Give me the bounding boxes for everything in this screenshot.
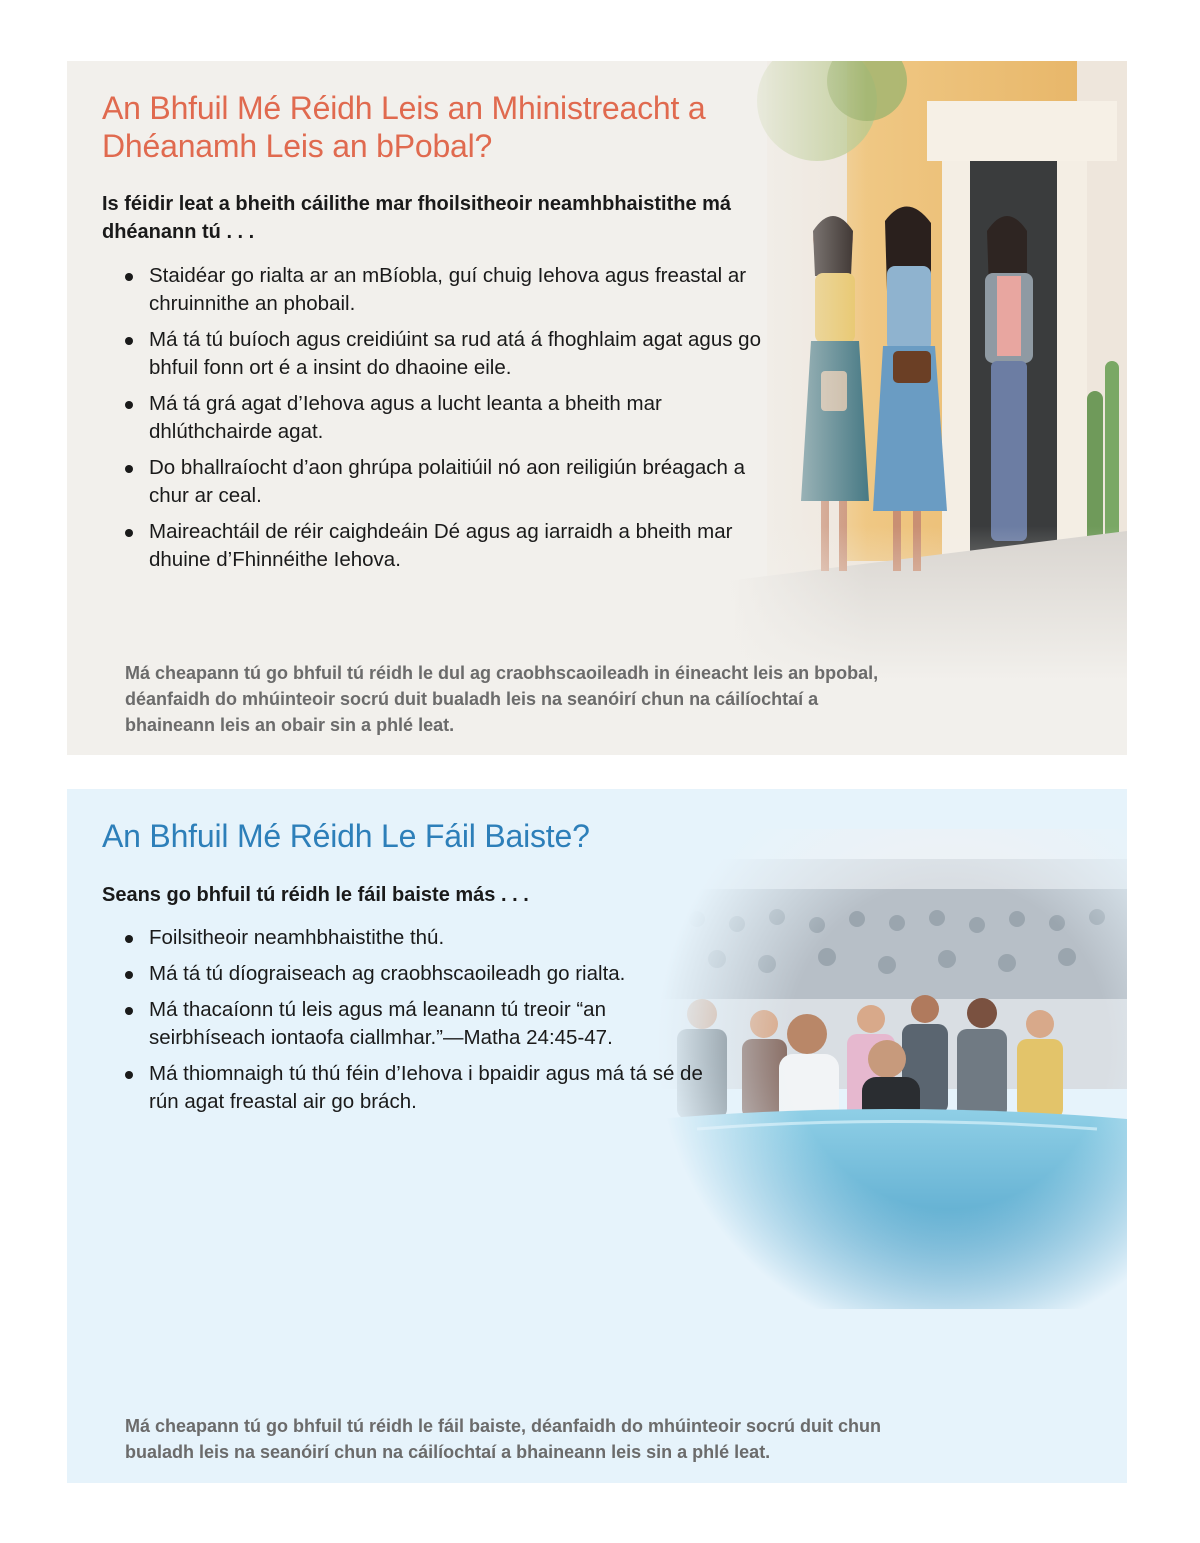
section-intro: Is féidir leat a bheith cáilithe mar fhoilsitheoir neamhbhaistithe má dhéanann tú . . .: [102, 193, 732, 243]
list-item: [125, 326, 775, 382]
list-item-text: Má thacaíonn tú leis agus má leanann tú treoir “an seirbhíseach iontaofa ciallmhar.”—Matha 24:45-47.: [149, 998, 613, 1049]
section-title: An Bhfuil Mé Réidh Leis an Mhinistreacht a Dhéanamh Leis an bPobal?: [102, 90, 706, 164]
list-item-text: Staidéar go rialta ar an mBíobla, guí chuig Iehova agus freastal ar chruinnithe an phobail.: [149, 264, 747, 315]
bullet-icon: [125, 465, 133, 473]
list-item-text: Foilsitheoir neamhbhaistithe thú.: [149, 926, 445, 949]
bullet-icon: [125, 971, 133, 979]
list-item-text: Má thiomnaigh tú thú féin d’Iehova i bpaidir agus má tá sé de rún agat freastal air go brách.: [149, 1062, 703, 1113]
door-to-door-ministry-illustration: [727, 61, 1127, 681]
baptism-section: [67, 789, 1127, 1483]
list-item-text: Maireachtáil de réir caighdeáin Dé agus ag iarraidh a bheith mar dhuine d’Fhinnéithe Iehova.: [149, 520, 733, 571]
list-item: [125, 262, 775, 318]
bullet-icon: [125, 1071, 133, 1079]
list-item: [125, 390, 775, 446]
requirements-list: [125, 262, 775, 582]
section-title: An Bhfuil Mé Réidh Le Fáil Baiste?: [102, 818, 590, 854]
list-item: [125, 1060, 705, 1116]
list-item: [125, 960, 705, 988]
list-item-text: Do bhallraíocht d’aon ghrúpa polaitiúil nó aon reiligiún bréagach a chur ar ceal.: [149, 456, 746, 507]
list-item: [125, 454, 775, 510]
list-item-text: Má tá tú buíoch agus creidiúint sa rud atá á fhoghlaim agat agus go bhfuil fonn ort é a insint do dhaoine eile.: [149, 328, 761, 379]
section-note: Má cheapann tú go bhfuil tú réidh le fáil baiste, déanfaidh do mhúinteoir socrú duit chun bualadh leis na seanóirí chun na cáilíochtaí a bhaineann leis sin a phlé leat.: [125, 1416, 882, 1462]
section-intro: Seans go bhfuil tú réidh le fáil baiste más . . .: [102, 884, 529, 906]
list-item-text: Má tá grá agat d’Iehova agus a lucht leanta a bheith mar dhlúthchairde agat.: [149, 392, 662, 443]
list-item-text: Má tá tú díograiseach ag craobhscaoileadh go rialta.: [149, 962, 626, 985]
list-item: [125, 996, 705, 1052]
bullet-icon: [125, 935, 133, 943]
list-item: [125, 518, 775, 574]
list-item: [125, 924, 705, 952]
bullet-icon: [125, 529, 133, 537]
ministry-section: [67, 61, 1127, 755]
requirements-list: [125, 924, 705, 1124]
bullet-icon: [125, 337, 133, 345]
bullet-icon: [125, 1007, 133, 1015]
bullet-icon: [125, 273, 133, 281]
section-note: Má cheapann tú go bhfuil tú réidh le dul ag craobhscaoileadh in éineacht leis an bpobal, déanfaidh do mhúinteoir socrú duit bualadh leis na seanóirí chun na cáilíochtaí a bhaineann leis an obair sin a phlé leat.: [125, 663, 879, 735]
bullet-icon: [125, 401, 133, 409]
